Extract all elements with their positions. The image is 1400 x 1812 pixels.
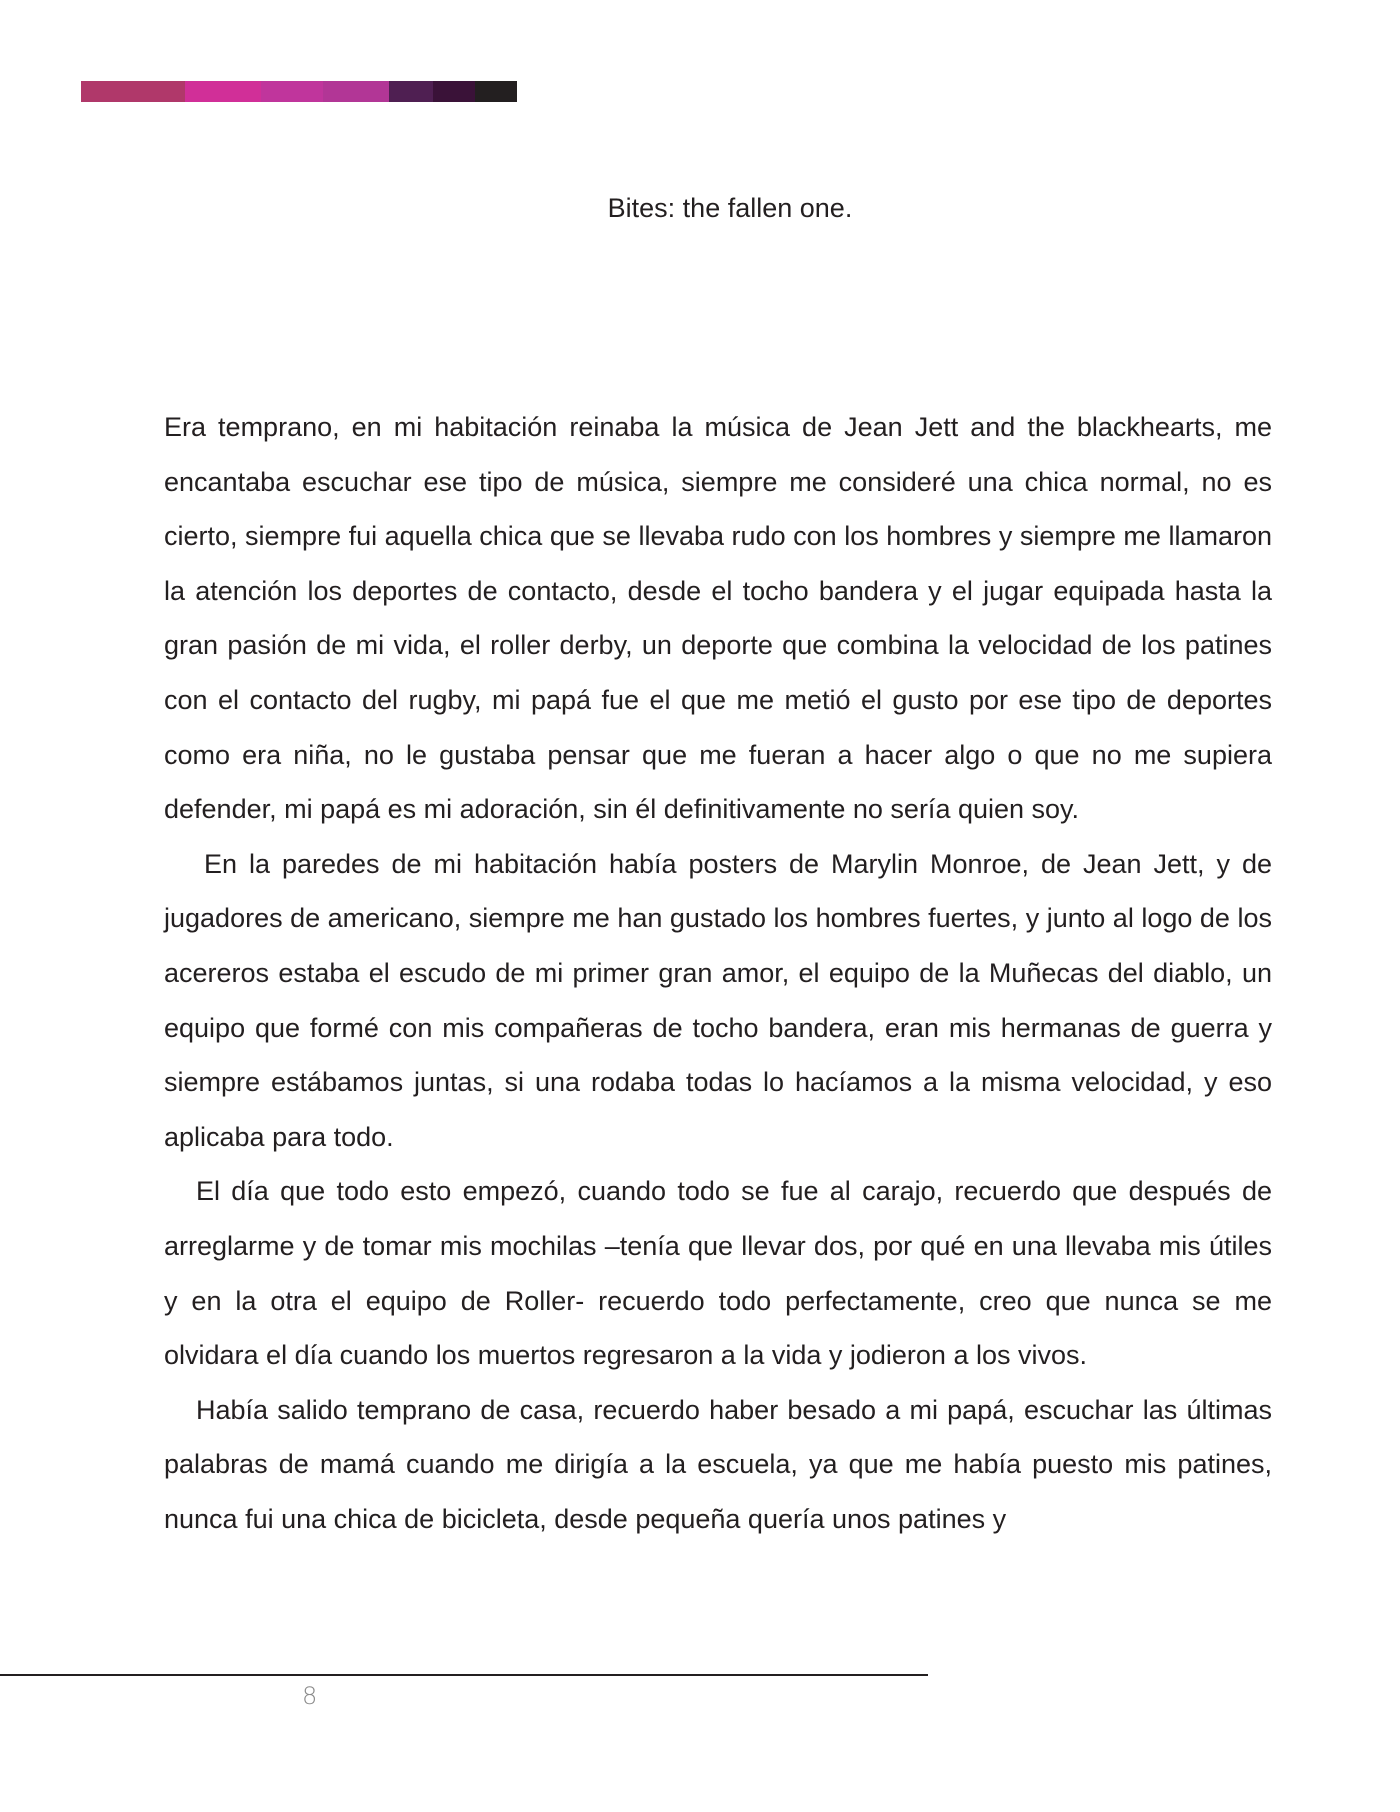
color-bar-segment (389, 81, 433, 102)
body-text (164, 400, 1272, 1546)
color-bar-segment (261, 81, 323, 102)
paragraph: Había salido temprano de casa, recuerdo haber besado a mi papá, escuchar las últimas palabras de mamá cuando me dirigía a la escuela, ya que me había puesto mis patines, nunca fui una chica de bicicleta, desde pequeña quería unos patines y (164, 1394, 1272, 1534)
paragraph: Era temprano, en mi habitación reinaba la música de Jean Jett and the blackhearts, me encantaba escuchar ese tipo de música, siempre me consideré una chica normal, no es cierto, siempre fui aquella chica que se llevaba rudo con los hombres y siempre me llamaron la atención los deportes de contacto, desde el tocho bandera y el jugar equipada hasta la gran pasión de mi vida, el roller derby, un deporte que combina la velocidad de los patines con el contacto del rugby, mi papá fue el que me metió el gusto por ese tipo de deportes como era niña, no le gustaba pensar que me fueran a hacer algo o que no me supiera defender, mi papá es mi adoración, sin él definitivamente no sería quien soy. (164, 412, 1272, 825)
color-bar-segment (185, 81, 261, 102)
color-bar-segment (433, 81, 475, 102)
color-bar-segment (475, 81, 517, 102)
color-bar-segment (323, 81, 389, 102)
footer-divider (0, 1674, 928, 1676)
chapter-title: Bites: the fallen one. (607, 193, 853, 223)
decorative-color-bar (81, 81, 517, 102)
color-bar-segment (81, 81, 185, 102)
paragraph: En la paredes de mi habitación había posters de Marylin Monroe, de Jean Jett, y de jugadores de americano, siempre me han gustado los hombres fuertes, y junto al logo de los acereros estaba el escudo de mi primer gran amor, el equipo de la Muñecas del diablo, un equipo que formé con mis compañeras de tocho bandera, eran mis hermanas de guerra y siempre estábamos juntas, si una rodaba todas lo hacíamos a la misma velocidad, y eso aplicaba para todo. (164, 848, 1272, 1152)
page-number: 8 (302, 1682, 318, 1710)
paragraph: El día que todo esto empezó, cuando todo se fue al carajo, recuerdo que después de arreglarme y de tomar mis mochilas –tenía que llevar dos, por qué en una llevaba mis útiles y en la otra el equipo de Roller- recuerdo todo perfectamente, creo que nunca se me olvidara el día cuando los muertos regresaron a la vida y jodieron a los vivos. (164, 1176, 1272, 1371)
